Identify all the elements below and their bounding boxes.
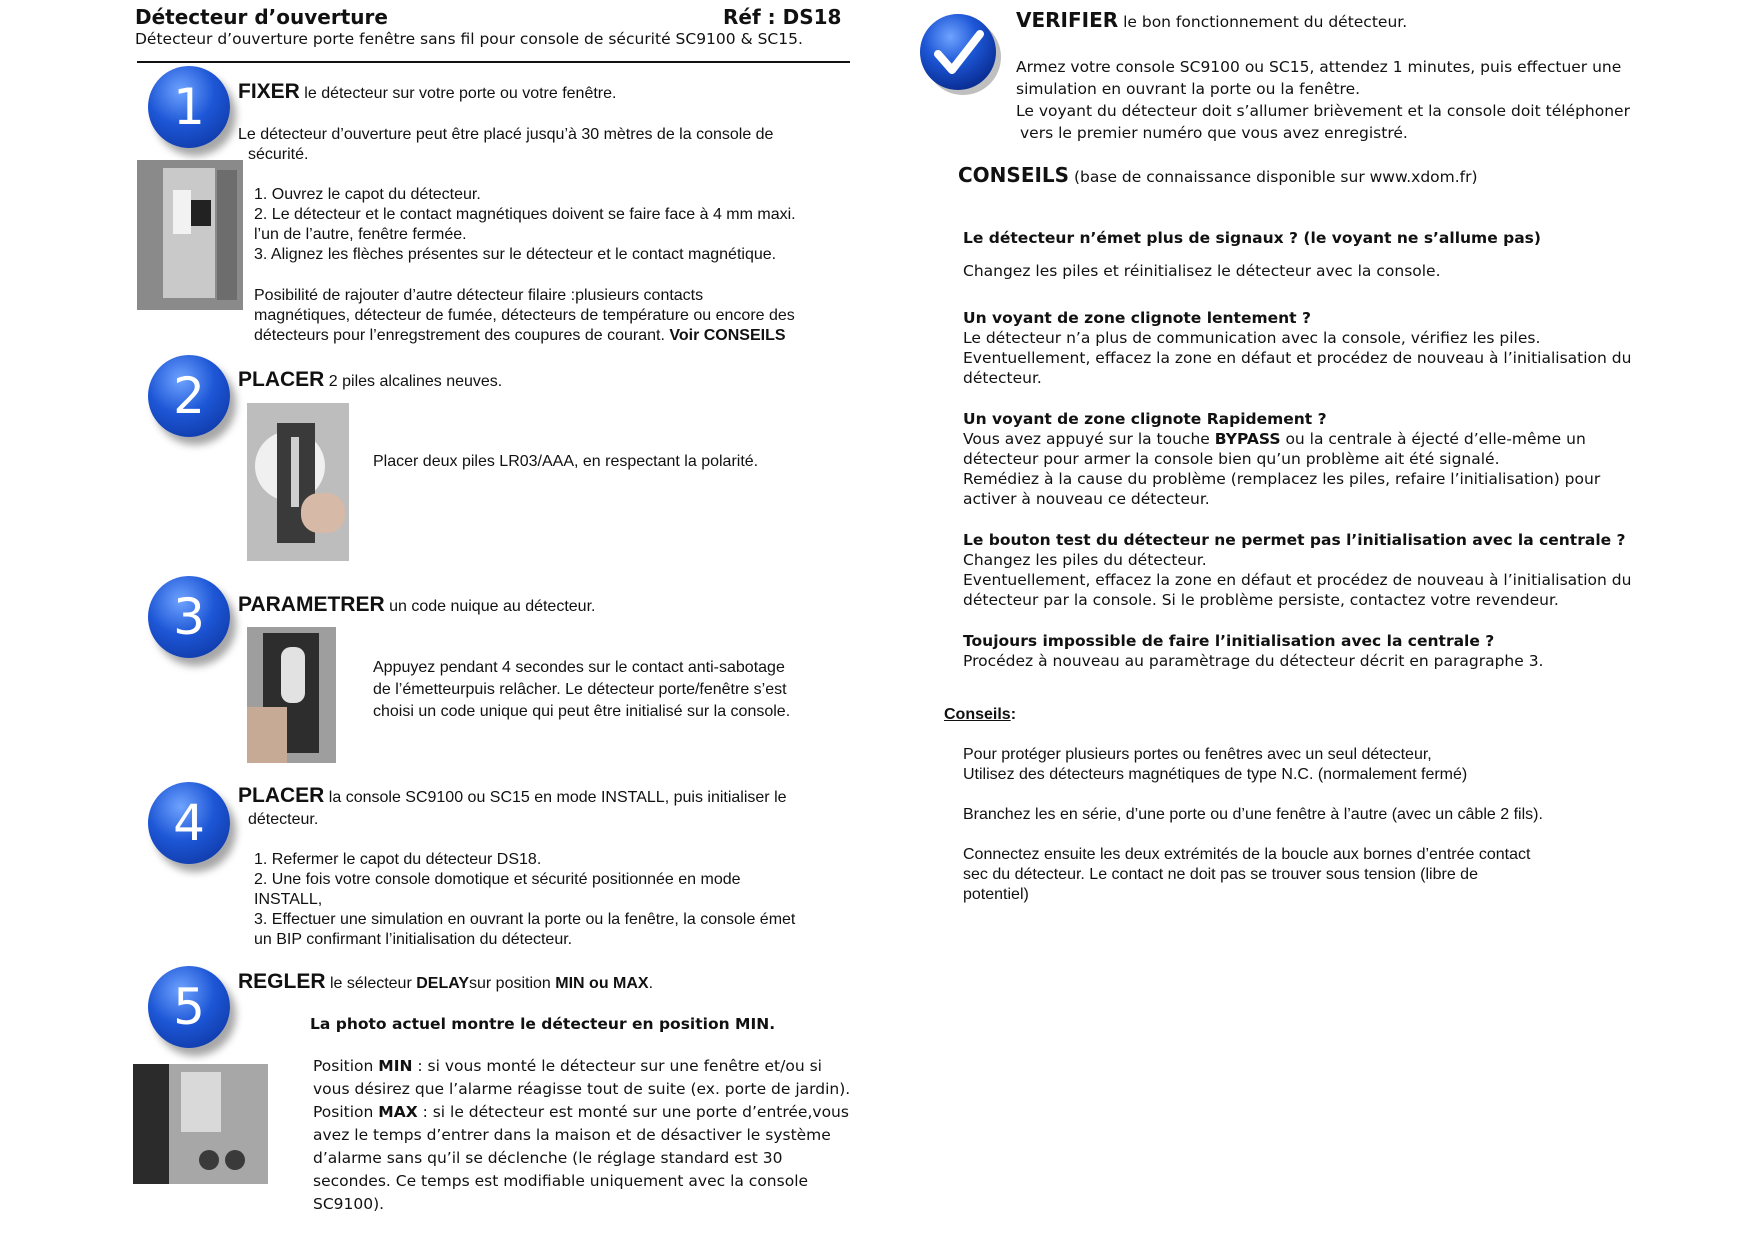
step-4-list-item-2: 2. Une fois votre console domotique et sécurité positionnée en mode xyxy=(254,871,741,888)
position-word-max: Position xyxy=(313,1103,379,1121)
tips-title: Conseils xyxy=(944,706,1011,723)
step-5-heading-end: . xyxy=(648,975,654,992)
step-4-list-item-3b: un BIP confirmant l’initialisation du détecteur. xyxy=(254,931,573,948)
see-conseils-link: Voir CONSEILS xyxy=(669,327,786,344)
step-3-text-line3: choisi un code unique qui peut être initialisé sur la console. xyxy=(373,703,791,720)
step-4-heading xyxy=(238,786,787,808)
tip-line2: Utilisez des détecteurs magnétiques de type N.C. (normalement fermé) xyxy=(963,766,1468,783)
step-4-heading-line2: détecteur. xyxy=(248,811,319,828)
min-label: MIN xyxy=(378,1057,413,1075)
verify-heading-rest: le bon fonctionnement du détecteur. xyxy=(1118,13,1408,31)
step-5-min-line2: vous désirez que l’alarme réagisse tout de suite (ex. porte de jardin). xyxy=(313,1080,851,1098)
faq-1-question: Le détecteur n’émet plus de signaux ? (le voyant ne s’allume pas) xyxy=(963,229,1541,247)
step-3-number: 3 xyxy=(173,588,205,646)
step-1-badge xyxy=(148,66,230,148)
step-5-delay-label: DELAY xyxy=(416,975,469,992)
step-1-extra-line3 xyxy=(254,326,786,346)
step-5-heading xyxy=(238,972,653,994)
verify-heading xyxy=(1016,10,1407,32)
step-2-heading-rest: 2 piles alcalines neuves. xyxy=(324,373,503,390)
faq-2-question: Un voyant de zone clignote lentement ? xyxy=(963,309,1311,327)
step-5-max-line5: SC9100). xyxy=(313,1195,385,1213)
step-1-list-item-1: 1. Ouvrez le capot du détecteur. xyxy=(254,186,481,203)
step-5-heading-mid: sur position xyxy=(469,975,556,992)
step-5-max-line4: secondes. Ce temps est modifiable uniquement avec la console xyxy=(313,1172,809,1190)
step-4-list-item-2b: INSTALL, xyxy=(254,891,323,908)
step-3-heading xyxy=(238,595,595,617)
max-line1-text: : si le détecteur est monté sur une porte d’entrée,vous xyxy=(417,1103,849,1121)
doc-title: Détecteur d’ouverture xyxy=(135,5,388,29)
max-label: MAX xyxy=(378,1103,418,1121)
tip-line6: potentiel) xyxy=(963,886,1029,903)
step-5-min-line1 xyxy=(313,1056,822,1076)
step-3-text-line2: de l’émetteurpuis relâcher. Le détecteur porte/fenêtre s’est xyxy=(373,681,787,698)
tip-line4: Connectez ensuite les deux extrémités de la boucle aux bornes d’entrée contact xyxy=(963,846,1531,863)
step-5-badge xyxy=(148,966,230,1048)
faq-3-answer-post: ou la centrale à éjecté d’elle-même un xyxy=(1280,430,1586,448)
faq-4-question: Le bouton test du détecteur ne permet pas l’initialisation avec la centrale ? xyxy=(963,531,1626,549)
step-4-badge xyxy=(148,782,230,864)
min-line1-text: : si vous monté le détecteur sur une fenêtre et/ou si xyxy=(412,1057,822,1075)
step-1-intro-line2: sécurité. xyxy=(248,146,309,163)
faq-2-answer-line2: Eventuellement, effacez la zone en défaut et procédez de nouveau à l’initialisation du xyxy=(963,349,1632,367)
step-3-photo xyxy=(247,627,336,763)
step-1-extra-line2: magnétiques, détecteur de fumée, détecteurs de température ou encore des xyxy=(254,307,795,324)
step-5-heading-pre: le sélecteur xyxy=(325,975,417,992)
step-3-badge xyxy=(148,576,230,658)
step-5-minmax-label: MIN ou MAX xyxy=(555,975,649,992)
verify-line1: Armez votre console SC9100 ou SC15, attendez 1 minutes, puis effectuer une xyxy=(1016,58,1622,76)
faq-3-answer-line4: activer à nouveau ce détecteur. xyxy=(963,490,1210,508)
step-1-heading xyxy=(238,82,616,104)
step-1-extra-line1: Posibilité de rajouter d’autre détecteur filaire :plusieurs contacts xyxy=(254,287,704,304)
step-5-number: 5 xyxy=(173,978,205,1036)
faq-3-answer-pre: Vous avez appuyé sur la touche xyxy=(963,430,1215,448)
faq-5-question: Toujours impossible de faire l’initialisation avec la centrale ? xyxy=(963,632,1495,650)
step-4-list-item-3: 3. Effectuer une simulation en ouvrant la porte ou la fenêtre, la console émet xyxy=(254,911,796,928)
faq-2-answer-line1: Le détecteur n’a plus de communication avec la console, vérifiez les piles. xyxy=(963,329,1541,347)
verify-keyword: VERIFIER xyxy=(1016,8,1119,32)
faq-3-answer-line1 xyxy=(963,429,1586,449)
step-1-list-item-2: 2. Le détecteur et le contact magnétiques doivent se faire face à 4 mm maxi. xyxy=(254,206,796,223)
verify-line4: vers le premier numéro que vous avez enregistré. xyxy=(1020,124,1408,142)
step-1-keyword: FIXER xyxy=(238,80,300,103)
checkmark-icon xyxy=(916,10,1006,100)
position-word-min: Position xyxy=(313,1057,379,1075)
step-5-max-line2: avez le temps d’entrer dans la maison et de désactiver le système xyxy=(313,1126,831,1144)
step-5-keyword: REGLER xyxy=(238,970,326,993)
conseils-heading xyxy=(958,165,1478,187)
step-5-photo-note: La photo actuel montre le détecteur en position MIN. xyxy=(310,1015,776,1033)
faq-2-answer-line3: détecteur. xyxy=(963,369,1042,387)
faq-3-answer-line2: détecteur pour armer la console bien qu’un problème ait été signalé. xyxy=(963,450,1500,468)
step-5-max-line1 xyxy=(313,1102,849,1122)
step-4-heading-rest: la console SC9100 ou SC15 en mode INSTALL, puis initialiser le xyxy=(324,789,787,806)
faq-4-answer-line3: détecteur par la console. Si le problème persiste, contactez votre revendeur. xyxy=(963,591,1559,609)
tip-line3: Branchez les en série, d’une porte ou d’une fenêtre à l’autre (avec un câble 2 fils). xyxy=(963,806,1543,823)
step-2-badge xyxy=(148,355,230,437)
step-5-photo xyxy=(133,1064,268,1184)
step-2-heading xyxy=(238,370,502,392)
conseils-keyword: CONSEILS xyxy=(958,163,1070,187)
step-3-heading-rest: un code nuique au détecteur. xyxy=(384,598,596,615)
step-3-text-line1: Appuyez pendant 4 secondes sur le contact anti-sabotage xyxy=(373,659,785,676)
tip-line1: Pour protéger plusieurs portes ou fenêtres avec un seul détecteur, xyxy=(963,746,1432,763)
step-4-number: 4 xyxy=(173,794,205,852)
step-2-photo xyxy=(247,403,349,561)
step-1-photo xyxy=(137,160,243,310)
step-1-list-item-3: 3. Alignez les flèches présentes sur le détecteur et le contact magnétique. xyxy=(254,246,777,263)
doc-reference: Réf : DS18 xyxy=(723,5,842,29)
conseils-heading-rest: (base de connaissance disponible sur www.xdom.fr) xyxy=(1069,168,1478,186)
step-1-extra-line3-text: détecteurs pour l’enregstrement des coupures de courant. xyxy=(254,327,670,344)
step-1-intro-line1: Le détecteur d’ouverture peut être placé jusqu’à 30 mètres de la console de xyxy=(238,126,774,143)
bypass-label: BYPASS xyxy=(1214,430,1281,448)
tips-heading xyxy=(944,705,1016,725)
faq-5-answer-line1: Procédez à nouveau au paramètrage du détecteur décrit en paragraphe 3. xyxy=(963,652,1544,670)
verify-line3: Le voyant du détecteur doit s’allumer brièvement et la console doit téléphoner xyxy=(1016,102,1630,120)
tip-line5: sec du détecteur. Le contact ne doit pas se trouver sous tension (libre de xyxy=(963,866,1478,883)
step-4-keyword: PLACER xyxy=(238,784,325,807)
step-2-number: 2 xyxy=(173,367,205,425)
step-1-list-item-2b: l’un de l’autre, fenêtre fermée. xyxy=(254,226,467,243)
faq-3-question: Un voyant de zone clignote Rapidement ? xyxy=(963,410,1327,428)
tips-colon: : xyxy=(1010,706,1017,723)
step-5-max-line3: d’alarme sans qu’il se déclenche (le réglage standard est 30 xyxy=(313,1149,783,1167)
faq-4-answer-line1: Changez les piles du détecteur. xyxy=(963,551,1207,569)
step-1-heading-rest: le détecteur sur votre porte ou votre fenêtre. xyxy=(299,85,617,102)
faq-3-answer-line3: Remédiez à la cause du problème (remplacez les piles, refaire l’initialisation) pour xyxy=(963,470,1601,488)
step-2-text: Placer deux piles LR03/AAA, en respectant la polarité. xyxy=(373,453,759,470)
step-3-keyword: PARAMETRER xyxy=(238,593,385,616)
header-divider xyxy=(137,61,850,63)
faq-1-answer-line1: Changez les piles et réinitialisez le détecteur avec la console. xyxy=(963,262,1441,280)
faq-4-answer-line2: Eventuellement, effacez la zone en défaut et procédez de nouveau à l’initialisation du xyxy=(963,571,1632,589)
step-1-number: 1 xyxy=(173,78,205,136)
step-2-keyword: PLACER xyxy=(238,368,325,391)
step-4-list-item-1: 1. Refermer le capot du détecteur DS18. xyxy=(254,851,542,868)
doc-subtitle: Détecteur d’ouverture porte fenêtre sans fil pour console de sécurité SC9100 & SC15. xyxy=(135,30,803,48)
verify-line2: simulation en ouvrant la porte ou la fenêtre. xyxy=(1016,80,1361,98)
